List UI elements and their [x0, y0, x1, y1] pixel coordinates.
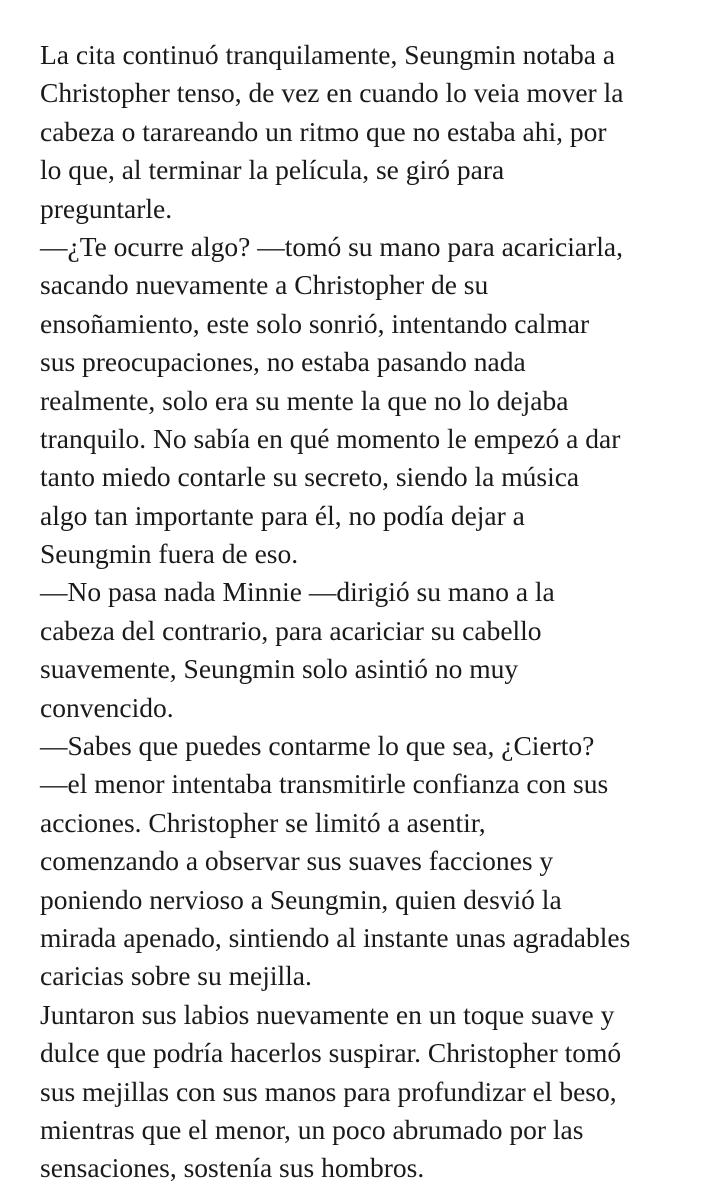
text-line: Juntaron sus labios nuevamente en un toque suave y [40, 998, 615, 1030]
text-line: dulce que podría hacerlos suspirar. Christopher tomó [40, 1037, 622, 1069]
text-line: suavemente, Seungmin solo asintió no muy [40, 653, 519, 685]
text-line: tanto miedo contarle su secreto, siendo la música [40, 461, 580, 493]
text-line: lo que, al terminar la película, se giró para [40, 154, 505, 186]
text-line: acciones. Christopher se limitó a asentir, [40, 806, 486, 838]
text-line: ensoñamiento, este solo sonrió, intentando calmar [40, 307, 590, 339]
text-line: mientras que el menor, un poco abrumado por las [40, 1113, 584, 1145]
story-text [40, 36, 680, 1188]
text-line: —No pasa nada Minnie —dirigió su mano a la [40, 576, 555, 608]
text-line: —Sabes que puedes contarme lo que sea, ¿Cierto? [40, 730, 595, 762]
text-line: convencido. [40, 691, 174, 723]
text-line: tranquilo. No sabía en qué momento le empezó a dar [40, 422, 621, 454]
text-line: preguntarle. [40, 192, 173, 224]
text-line: comenzando a observar sus suaves facciones y [40, 845, 554, 877]
text-line: cabeza del contrario, para acariciar su cabello [40, 614, 542, 646]
text-line: caricias sobre su mejilla. [40, 960, 312, 992]
text-line: La cita continuó tranquilamente, Seungmin notaba a [40, 39, 616, 70]
text-line: sensaciones, sostenía sus hombros. [40, 1152, 425, 1184]
text-line: sus preocupaciones, no estaba pasando nada [40, 346, 526, 378]
text-line: cabeza o tarareando un ritmo que no estaba ahi, por [40, 115, 607, 147]
text-line: realmente, solo era su mente la que no lo dejaba [40, 384, 569, 416]
text-line: poniendo nervioso a Seungmin, quien desvió la [40, 883, 562, 915]
text-line: sus mejillas con sus manos para profundizar el beso, [40, 1075, 617, 1107]
text-line: —el menor intentaba transmitirle confianza con sus [40, 768, 609, 800]
text-line: algo tan importante para él, no podía dejar a [40, 499, 525, 531]
text-line: Seungmin fuera de eso. [40, 538, 299, 570]
text-line: —¿Te ocurre algo? —tomó su mano para acariciarla, [40, 230, 623, 262]
text-line: sacando nuevamente a Christopher de su [40, 269, 489, 301]
text-line: Christopher tenso, de vez en cuando lo veia mover la [40, 77, 624, 109]
text-line: mirada apenado, sintiendo al instante unas agradables [40, 921, 631, 953]
